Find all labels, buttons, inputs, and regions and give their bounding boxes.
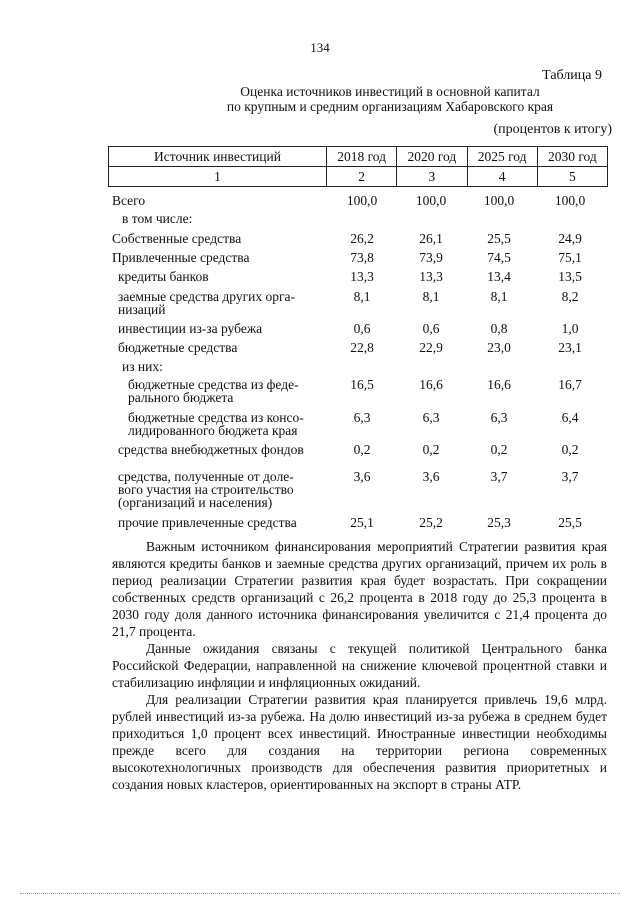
row-value: 1,0	[561, 321, 579, 336]
row-label: в том числе:	[122, 211, 193, 226]
row-label: инвестиции из-за рубежа	[118, 321, 263, 336]
row-value: 16,6	[419, 377, 443, 392]
row-value: 6,3	[490, 410, 508, 425]
row-value: 0,2	[490, 442, 508, 457]
row-value: 100,0	[554, 193, 586, 208]
row-value: 0,2	[561, 442, 579, 457]
header-num: 4	[467, 167, 537, 187]
row-value: 3,6	[422, 469, 440, 484]
header-col-2030: 2030 год	[537, 147, 607, 167]
row-value: 0,6	[422, 321, 440, 336]
row-label: средства, полученные от доле- вого участия на строительство (организаций и населения)	[118, 469, 294, 510]
body-text	[112, 538, 607, 793]
row-label: бюджетные средства	[118, 340, 238, 355]
paragraph: Для реализации Стратегии развития края планируется привлечь 19,6 млрд. рублей инвестиций из-за рубежа. На долю инвестиций из-за рубежа в среднем будет приходиться 1,0 процент всех инвестиций. Иностранные инвестиции необходимы прежде всего для создания на территории региона современных высокотехнологичных производств для обеспечения развития приоритетных и создания новых кластеров, ориентированных на экспорт в страны АТР.	[112, 692, 607, 792]
header-col-source: Источник инвестиций	[109, 147, 327, 167]
row-value: 25,5	[558, 515, 582, 530]
row-value: 26,1	[419, 231, 443, 246]
row-value: 22,8	[350, 340, 374, 355]
row-label: Привлеченные средства	[112, 250, 250, 265]
row-label: заемные средства других орга- низаций	[118, 289, 296, 317]
row-value: 8,2	[561, 289, 579, 304]
header-num: 1	[109, 167, 327, 187]
row-value: 25,3	[487, 515, 511, 530]
row-value: 74,5	[487, 250, 511, 265]
row-label: Всего	[112, 193, 146, 208]
header-num: 3	[397, 167, 467, 187]
row-value: 100,0	[346, 193, 378, 208]
row-value: 8,1	[490, 289, 508, 304]
row-value: 3,6	[353, 469, 371, 484]
row-value: 25,1	[350, 515, 374, 530]
row-value: 25,5	[487, 231, 511, 246]
row-value: 6,3	[353, 410, 371, 425]
header-col-2018: 2018 год	[327, 147, 397, 167]
table-header	[108, 146, 608, 187]
row-value: 24,9	[558, 231, 582, 246]
row-value: 0,6	[353, 321, 371, 336]
table-title	[150, 84, 630, 114]
row-value: 16,5	[350, 377, 374, 392]
row-value: 75,1	[558, 250, 582, 265]
row-value: 13,4	[487, 269, 511, 284]
row-value: 73,9	[419, 250, 443, 265]
table-label: Таблица 9	[542, 68, 602, 83]
header-row	[109, 147, 608, 167]
row-value: 73,8	[350, 250, 374, 265]
row-value: 8,1	[353, 289, 371, 304]
row-value: 23,0	[487, 340, 511, 355]
header-num: 5	[537, 167, 607, 187]
row-value: 22,9	[419, 340, 443, 355]
row-value: 8,1	[422, 289, 440, 304]
row-label: бюджетные средства из феде- рального бюджета	[128, 377, 299, 405]
row-value: 23,1	[558, 340, 582, 355]
header-col-2020: 2020 год	[397, 147, 467, 167]
header-num: 2	[327, 167, 397, 187]
row-label: средства внебюджетных фондов	[118, 442, 304, 457]
row-value: 6,4	[561, 410, 579, 425]
row-value: 0,2	[422, 442, 440, 457]
row-label: Собственные средства	[112, 231, 242, 246]
row-value: 3,7	[561, 469, 579, 484]
row-label: прочие привлеченные средства	[118, 515, 297, 530]
table-units: (процентов к итогу)	[493, 122, 612, 137]
paragraph: Данные ожидания связаны с текущей политикой Центрального банка Российской Федерации, направленной на снижение ключевой процентной ставки и стабилизацию инфляции и инфляционных ожиданий.	[112, 641, 607, 690]
row-value: 25,2	[419, 515, 443, 530]
row-value: 0,8	[490, 321, 508, 336]
header-num-row	[109, 167, 608, 187]
row-value: 13,3	[419, 269, 443, 284]
row-value: 100,0	[483, 193, 515, 208]
page-number: 134	[310, 40, 330, 55]
row-value: 16,7	[558, 377, 582, 392]
row-label: кредиты банков	[118, 269, 209, 284]
scan-edge	[20, 893, 620, 894]
row-label: бюджетные средства из консо- лидированного бюджета края	[128, 410, 304, 438]
row-value: 6,3	[422, 410, 440, 425]
title-line-1: Оценка источников инвестиций в основной капитал	[240, 84, 540, 99]
row-value: 13,5	[558, 269, 582, 284]
title-line-2: по крупным и средним организациям Хабаровского края	[226, 99, 554, 114]
row-value: 0,2	[353, 442, 371, 457]
row-value: 100,0	[415, 193, 447, 208]
row-value: 13,3	[350, 269, 374, 284]
row-value: 3,7	[490, 469, 508, 484]
header-col-2025: 2025 год	[467, 147, 537, 167]
paragraph: Важным источником финансирования мероприятий Стратегии развития края являются кредиты банков и заемные средства других организаций, причем их роль в период реализации Стратегии развития края будет возрастать. При сокращении собственных средств организаций с 26,2 процента в 2018 году до 25,3 процента в 2030 году доля данного источника финансирования увеличится с 21,4 процента до 21,7 процента.	[112, 539, 607, 639]
row-value: 16,6	[487, 377, 511, 392]
row-label: из них:	[122, 359, 163, 374]
row-value: 26,2	[350, 231, 374, 246]
